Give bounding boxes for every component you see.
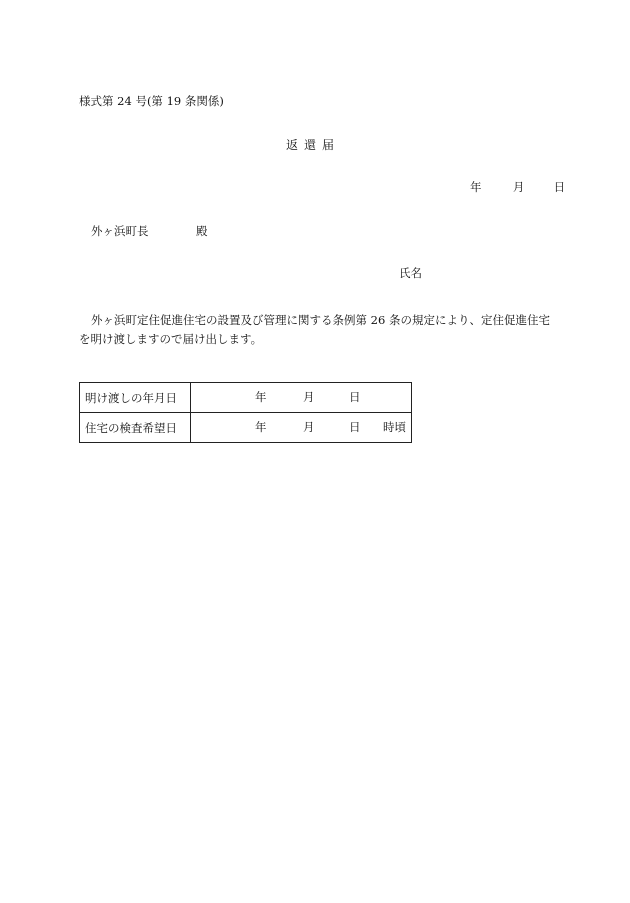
row-label: 明け渡しの年月日: [80, 383, 191, 413]
date-day-label: 日: [553, 180, 566, 194]
form-number: 様式第 24 号(第 19 条関係): [79, 94, 224, 108]
day-label: 日: [349, 390, 361, 404]
date-cell[interactable]: [191, 413, 412, 443]
name-label: 氏名: [399, 266, 422, 280]
month-label: 月: [303, 390, 315, 404]
month-label: 月: [303, 420, 315, 434]
date-year-label: 年: [470, 180, 482, 194]
body-paragraph: 外ヶ浜町定住促進住宅の設置及び管理に関する条例第 26 条の規定により、定住促進住宅を明け渡しますので届け出します。: [79, 313, 550, 346]
date-month-label: 月: [512, 180, 525, 194]
row-label: 住宅の検査希望日: [80, 413, 191, 443]
addressee: 外ヶ浜町長: [91, 224, 149, 238]
date-cell[interactable]: [191, 383, 412, 413]
honorific: 殿: [196, 224, 208, 238]
document-title: 返還届: [286, 138, 341, 152]
detail-table: [79, 382, 412, 443]
table-row: [80, 413, 412, 443]
year-label: 年: [255, 390, 267, 404]
hour-label: 時頃: [383, 420, 406, 434]
day-label: 日: [349, 420, 361, 434]
year-label: 年: [255, 420, 267, 434]
table-row: [80, 383, 412, 413]
date-line: [470, 182, 565, 194]
